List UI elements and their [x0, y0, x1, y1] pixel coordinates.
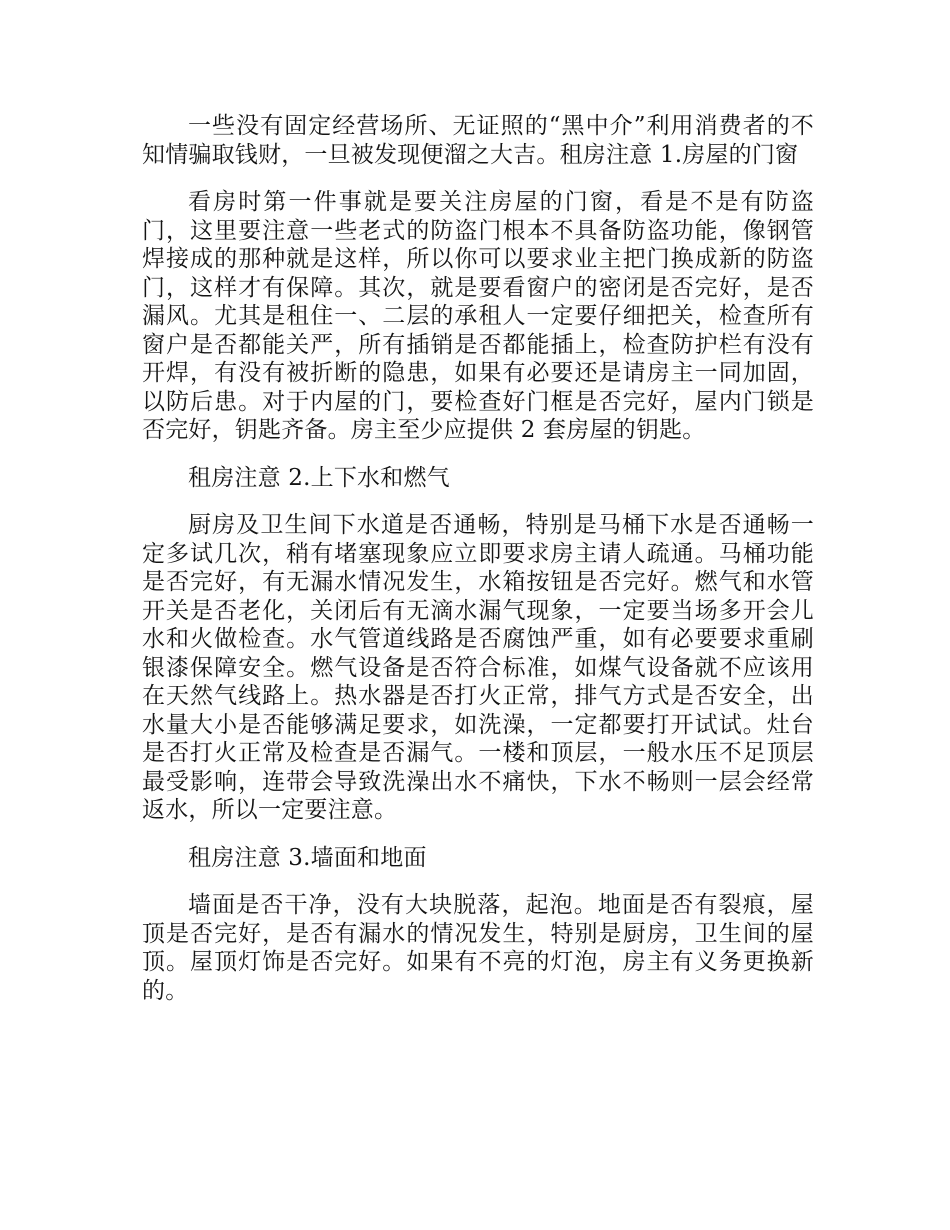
heading-walls-floors: 租房注意 3.墙面和地面: [188, 844, 427, 871]
paragraph-walls-floors: 墙面是否干净，没有大块脱落，起泡。地面是否有裂痕，屋顶是否完好，是否有漏水的情况发生，特别是厨房，卫生间的屋顶。屋顶灯饰是否完好。如果有不亮的灯泡，房主有义务更换新的。: [142, 892, 814, 1004]
document-body: [142, 112, 814, 1024]
heading-water-gas: 租房注意 2.上下水和燃气: [188, 464, 450, 491]
paragraph-water-gas: 厨房及卫生间下水道是否通畅，特别是马桶下水是否通畅一定多试几次，稍有堵塞现象应立即要求房主请人疏通。马桶功能是否完好，有无漏水情况发生，水箱按钮是否完好。燃气和水管开关是否老化，关闭后有无滴水漏气现象，一定要当场多开会儿水和火做检查。水气管道线路是否腐蚀严重，如有必要要求重刷银漆保障安全。燃气设备是否符合标准，如煤气设备就不应该用在天然气线路上。热水器是否打火正常，排气方式是否安全，出水量大小是否能够满足要求，如洗澡，一定都要打开试试。灶台是否打火正常及检查是否漏气。一楼和顶层，一般水压不足顶层最受影响，连带会导致洗澡出水不痛快，下水不畅则一层会经常返水，所以一定要注意。: [142, 512, 814, 823]
paragraph-doors-windows: 看房时第一件事就是要关注房屋的门窗，看是不是有防盗门，这里要注意一些老式的防盗门根本不具备防盗功能，像钢管焊接成的那种就是这样，所以你可以要求业主把门换成新的防盗门，这样才有保障。其次，就是要看窗户的密闭是否完好，是否漏风。尤其是租住一、二层的承租人一定要仔细把关，检查所有窗户是否都能关严，所有插销是否都能插上，检查防护栏有没有开焊，有没有被折断的隐患，如果有必要还是请房主一同加固，以防后患。对于内屋的门，要检查好门框是否完好，屋内门锁是否完好，钥匙齐备。房主至少应提供 2 套房屋的钥匙。: [142, 189, 814, 443]
paragraph-intro: 一些没有固定经营场所、无证照的“黑中介”利用消费者的不知情骗取钱财，一旦被发现便溜之大吉。租房注意 1.房屋的门窗: [142, 113, 814, 168]
